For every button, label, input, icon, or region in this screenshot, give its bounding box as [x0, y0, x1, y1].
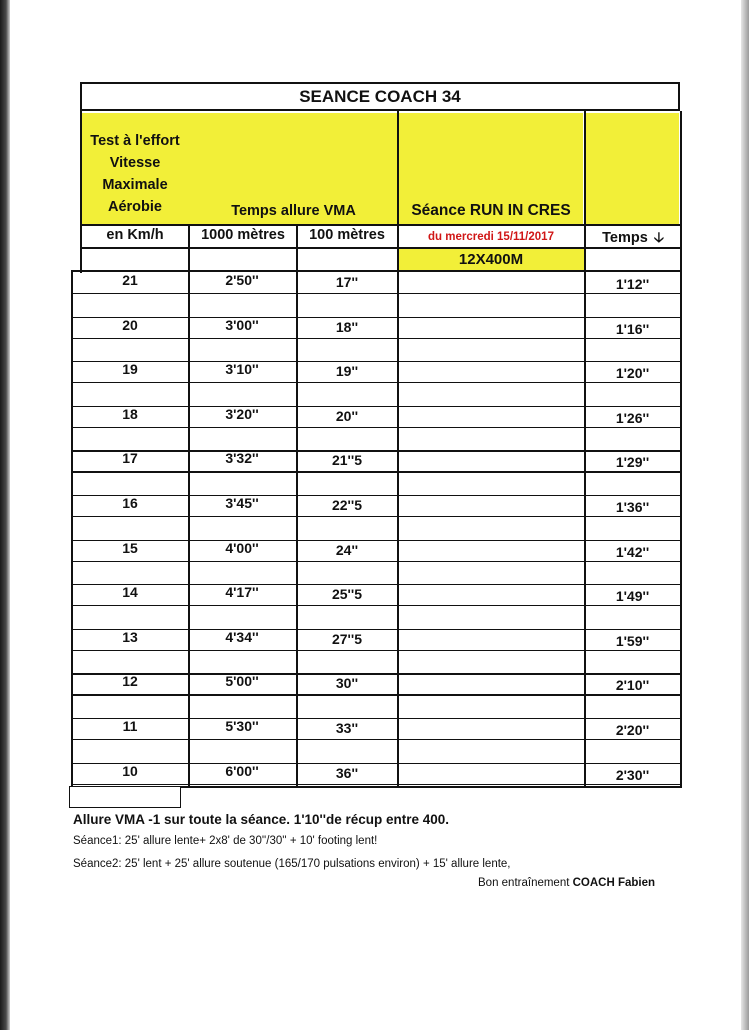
header-vma-line-3: Maximale — [102, 177, 168, 193]
arrow-down-icon: 🡣 — [653, 229, 664, 245]
cell-temps: 1'20'' — [615, 365, 650, 382]
cell-temps: 1'12'' — [615, 276, 650, 292]
row-rule — [72, 516, 680, 517]
cell-100m: 17'' — [335, 274, 359, 290]
row-rule — [72, 694, 680, 695]
row-rule — [72, 784, 680, 785]
cell-100m: 36'' — [335, 764, 359, 781]
header-vma-label — [82, 130, 188, 218]
header-1000m: 1000 mètres — [201, 227, 285, 243]
cell-1000m: 5'30'' — [225, 718, 259, 734]
cell-100m: 27''5 — [331, 630, 363, 647]
cell-100m: 25''5 — [331, 586, 363, 603]
header-pace-label: Temps allure VMA — [231, 203, 356, 219]
cell-vma: 10 — [122, 762, 138, 779]
cell-temps: 2'30'' — [615, 766, 650, 783]
cell-1000m: 4'34'' — [225, 628, 259, 645]
header-session-label: Séance RUN IN CRES — [411, 202, 571, 219]
cell-temps: 1'16'' — [615, 320, 650, 337]
cell-vma: 15 — [122, 539, 138, 556]
cell-vma: 19 — [122, 361, 138, 378]
cell-temps: 2'10'' — [615, 677, 650, 694]
cell-temps: 1'42'' — [615, 543, 650, 560]
cell-temps: 1'29'' — [615, 454, 650, 471]
cell-100m: 24'' — [335, 541, 359, 558]
session-date: du mercredi 15/11/2017 — [428, 231, 554, 243]
header-highlight-temps — [585, 113, 679, 224]
rule-left-lower — [71, 270, 73, 788]
cell-100m: 30'' — [335, 675, 359, 692]
cell-temps: 1'59'' — [615, 632, 650, 649]
cell-1000m: 3'32'' — [225, 450, 259, 467]
cell-1000m: 3'10'' — [225, 361, 259, 378]
cell-1000m: 2'50'' — [225, 272, 259, 288]
row-rule — [72, 293, 680, 294]
cell-vma: 18 — [122, 405, 138, 422]
header-unit: en Km/h — [106, 227, 164, 243]
cell-temps: 1'26'' — [615, 409, 650, 426]
cell-1000m: 3'00'' — [225, 316, 259, 333]
cell-vma: 17 — [122, 450, 138, 467]
session-box — [398, 249, 584, 270]
cell-1000m: 4'17'' — [225, 584, 259, 601]
cell-vma: 11 — [122, 718, 138, 734]
note-line-2: Séance1: 25' allure lente+ 2x8' de 30''/30'' + 10' footing lent! — [73, 835, 378, 847]
cell-vma: 12 — [122, 673, 138, 690]
row-rule — [72, 650, 680, 651]
row-rule — [72, 605, 680, 606]
cell-temps: 1'49'' — [615, 588, 650, 605]
note-line-1: Allure VMA -1 sur toute la séance. 1'10''de récup entre 400. — [73, 812, 450, 827]
cell-100m: 21''5 — [331, 452, 363, 469]
rule-header-mid — [80, 247, 680, 249]
table-title — [80, 82, 680, 111]
header-temps-label: Temps — [602, 230, 648, 246]
row-rule — [72, 561, 680, 562]
cell-1000m: 6'00'' — [225, 762, 259, 779]
cell-vma: 21 — [122, 272, 138, 288]
rule-header-top — [80, 224, 680, 226]
cell-100m: 18'' — [335, 318, 359, 335]
cell-100m: 20'' — [335, 407, 359, 424]
cell-1000m: 5'00'' — [225, 673, 259, 690]
cell-temps: 1'36'' — [615, 499, 650, 515]
row-rule — [72, 427, 680, 428]
cell-100m: 19'' — [335, 363, 359, 380]
rule-left-upper — [80, 111, 82, 273]
cell-1000m: 4'00'' — [225, 539, 259, 556]
row-rule — [72, 338, 680, 339]
cell-temps: 2'20'' — [615, 722, 650, 738]
empty-cell-below-table — [69, 786, 181, 808]
cell-1000m: 3'20'' — [225, 405, 259, 422]
signature-prefix: Bon entraînement — [478, 877, 573, 889]
note-line-3: Séance2: 25' lent + 25' allure soutenue (165/170 pulsations environ) + 15' allure lente, — [73, 858, 511, 870]
row-rule — [72, 471, 680, 472]
signature-line — [478, 877, 655, 889]
cell-vma: 14 — [122, 584, 138, 601]
session-text: 12X400M — [458, 251, 524, 268]
cell-vma: 20 — [122, 316, 138, 333]
cell-100m: 22''5 — [331, 497, 363, 513]
cell-1000m: 3'45'' — [225, 495, 259, 511]
rule-right — [680, 111, 682, 788]
row-rule — [72, 739, 680, 740]
title-text: SEANCE COACH 34 — [299, 86, 461, 106]
header-vma-line-2: Vitesse — [109, 155, 161, 171]
cell-vma: 13 — [122, 628, 138, 645]
cell-vma: 16 — [122, 495, 138, 511]
header-100m: 100 mètres — [309, 227, 385, 243]
header-vma-line-1: Test à l'effort — [90, 133, 180, 149]
signature-name: COACH Fabien — [572, 877, 656, 889]
row-rule — [72, 382, 680, 383]
header-vma-line-4: Aérobie — [108, 199, 162, 215]
cell-100m: 33'' — [335, 720, 359, 736]
